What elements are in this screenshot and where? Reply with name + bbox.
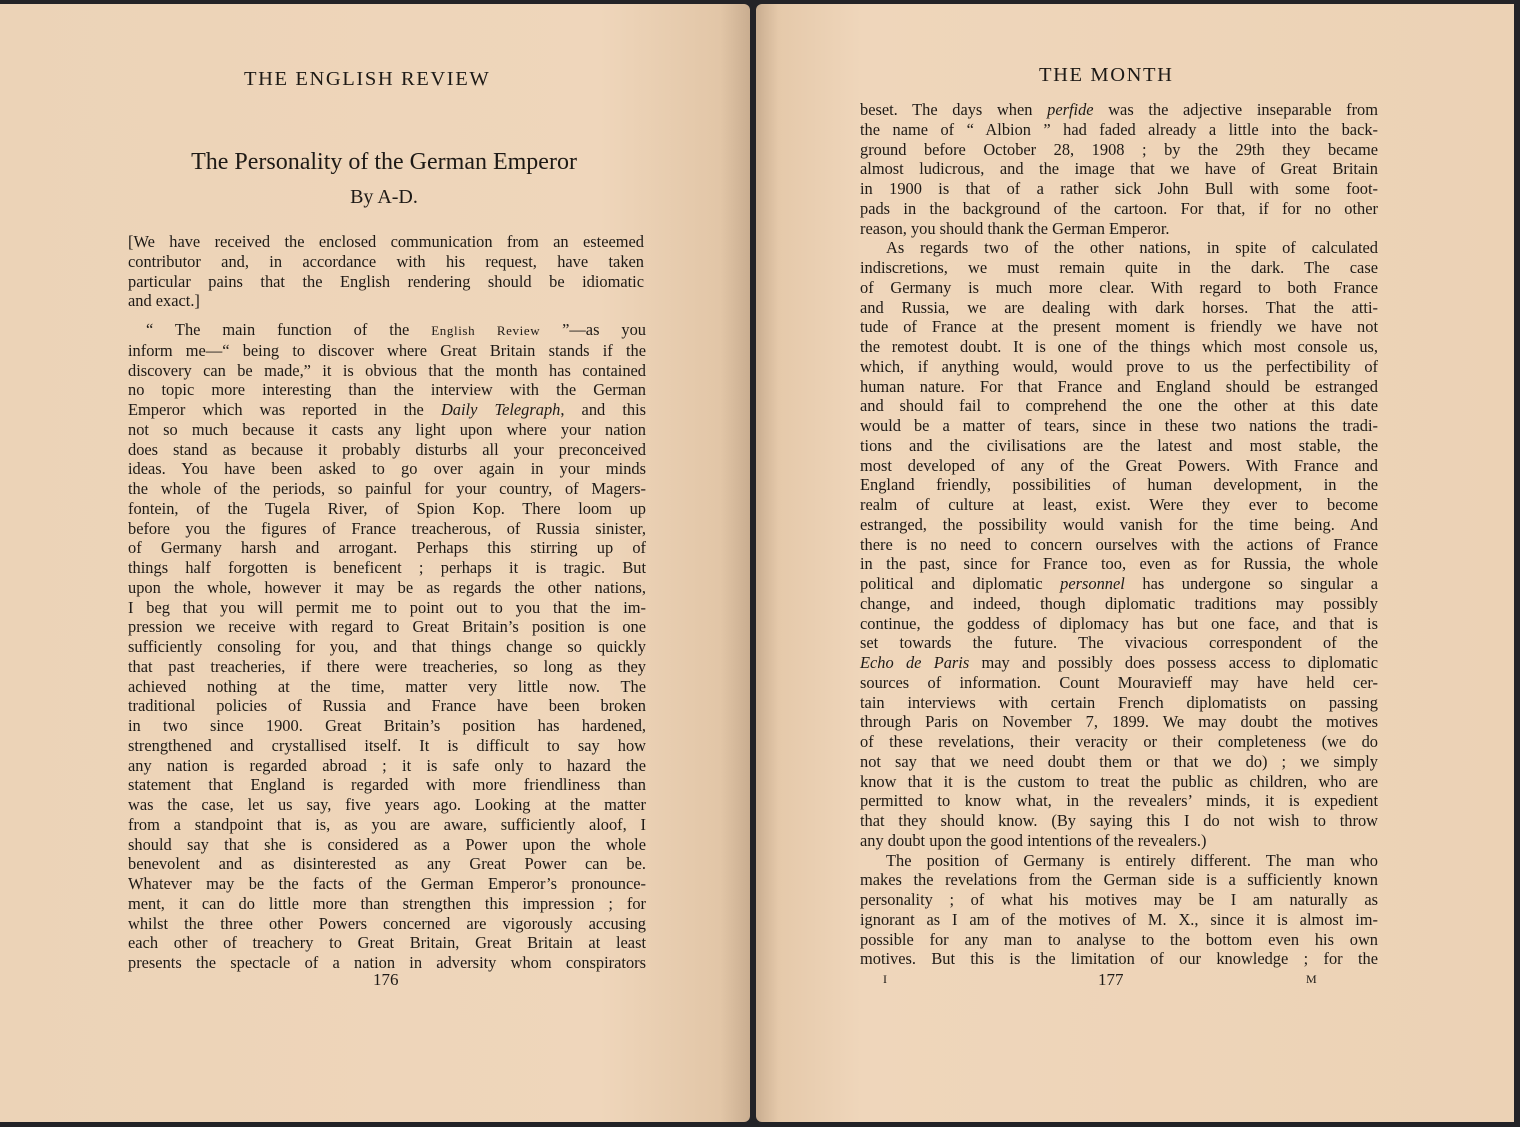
body-line: change, and indeed, though diplomatic traditions may possibly: [860, 593, 1378, 613]
body-line: human nature. For that France and England should be estranged: [860, 376, 1378, 396]
body-line: there is no need to concern ourselves with the actions of France: [860, 534, 1378, 554]
body-line: before you the figures of France treacherous, of Russia sinister,: [128, 518, 646, 538]
body-line: ideas. You have been asked to go over again in your minds: [128, 459, 646, 479]
body-line: no topic more interesting than the interview with the German: [128, 380, 646, 400]
body-line: The position of Germany is entirely different. The man who: [886, 850, 1378, 870]
text-run: , and this: [560, 400, 647, 419]
body-line: set towards the future. The vivacious correspondent of the: [860, 633, 1378, 653]
text-run: has undergone so singular a: [1124, 574, 1378, 593]
running-head: THE MONTH: [1039, 64, 1174, 86]
newspaper-name: Echo de Paris: [860, 653, 970, 672]
body-line: and should fail to comprehend the one the other at this date: [860, 396, 1378, 416]
body-line: almost ludicrous, and the image that we have of Great Britain: [860, 159, 1378, 179]
body-line: the whole of the periods, so painful for your country, of Magers-: [128, 479, 646, 498]
body-line: ignorant as I am of the motives of M. X., since it is almost im-: [860, 909, 1378, 929]
note-line: and exact.]: [128, 291, 200, 311]
text-run: ”—as you: [540, 320, 646, 339]
body-line: each other of treachery to Great Britain, Great Britain at least: [128, 933, 646, 953]
body-line: reason, you should thank the German Emperor.: [860, 218, 1170, 238]
body-line: tain interviews with certain French diplomatists on passing: [860, 692, 1378, 712]
body-line: [128, 400, 646, 420]
body-line: pads in the background of the cartoon. For that, if for no other: [860, 198, 1378, 218]
text-run: political and diplomatic: [860, 574, 1061, 593]
text-run: was the adjective inseparable from: [1093, 100, 1378, 119]
left-page: [0, 4, 750, 1122]
body-line: realm of culture at least, exist. Were they ever to become: [860, 495, 1378, 514]
review-name: English Review: [431, 323, 541, 338]
body-line: statement that England is regarded with more friendliness than: [128, 775, 646, 795]
body-line: should say that she is considered as a Power upon the whole: [128, 834, 646, 854]
body-line: permitted to know what, in the revealers’ minds, it is expedient: [860, 791, 1378, 811]
note-line: particular pains that the English rendering should be idiomatic: [128, 271, 644, 291]
body-line: strengthened and crystallised itself. It is difficult to say how: [128, 735, 646, 755]
body-line: the name of “ Albion ” had faded already a little into the back-: [860, 119, 1378, 139]
body-line: not so much because it casts any light upon where your nation: [128, 419, 646, 439]
body-line: makes the revelations from the German side is a sufficiently known: [860, 870, 1378, 890]
body-line: of Germany harsh and arrogant. Perhaps this stirring up of: [128, 538, 646, 558]
body-line: through Paris on November 7, 1899. We may doubt the motives: [860, 712, 1378, 732]
body-line: that they should know. (By saying this I do not wish to throw: [860, 811, 1378, 830]
article-body: [860, 100, 1378, 969]
body-line: know that it is the custom to treat the public as children, who are: [860, 771, 1378, 791]
body-line: [860, 100, 1378, 120]
body-line: of these revelations, their veracity or their completeness (we do: [860, 732, 1378, 751]
body-line: traditional policies of Russia and France have been broken: [128, 696, 646, 716]
body-line: sufficiently consoling for you, and that things change so quickly: [128, 637, 646, 656]
body-line: I beg that you will permit me to point out to you that the im-: [128, 597, 646, 617]
body-line: estranged, the possibility would vanish for the time being. And: [860, 514, 1378, 534]
body-line: pression we receive with regard to Great Britain’s position is one: [128, 617, 646, 637]
page-number: 177: [1098, 970, 1124, 989]
body-line: tude of France at the present moment is friendly we have not: [860, 317, 1378, 337]
article-title: The Personality of the German Emperor: [191, 149, 577, 175]
editorial-note: [128, 232, 644, 311]
body-line: the remotest doubt. It is one of the things which most console us,: [860, 337, 1378, 356]
body-line: in 1900 is that of a rather sick John Bull with some foot-: [860, 179, 1378, 198]
body-line: continue, the goddess of diplomacy has but one face, and that is: [860, 613, 1378, 633]
body-line: achieved nothing at the time, matter very little now. The: [128, 676, 646, 696]
body-line: fontein, of the Tugela River, of Spion Kop. There loom up: [128, 498, 646, 518]
article-body: [128, 320, 646, 973]
body-line: indiscretions, we must remain quite in the dark. The case: [860, 258, 1378, 277]
text-run: may and possibly does possess access to diplomatic: [969, 653, 1378, 672]
body-line: ground before October 28, 1908 ; by the 29th they became: [860, 139, 1378, 159]
body-line: would be a matter of tears, since in these two nations the tradi-: [860, 416, 1378, 435]
body-line: that past treacheries, if there were treacheries, so long as they: [128, 656, 646, 676]
body-line: any doubt upon the good intentions of the revealers.): [860, 830, 1207, 850]
body-line: [860, 653, 1378, 673]
body-line: from a standpoint that is, as you are aware, sufficiently aloof, I: [128, 814, 646, 834]
body-line: things half forgotten is beneficent ; perhaps it is tragic. But: [128, 558, 646, 577]
body-line: tions and the civilisations are the latest and most stable, the: [860, 435, 1378, 455]
body-line: sources of information. Count Mouravieff may have held cer-: [860, 672, 1378, 692]
foreign-word: personnel: [1060, 574, 1125, 593]
body-line: discovery can be made,” it is obvious that the month has contained: [128, 360, 646, 380]
newspaper-name: Daily Telegraph: [440, 400, 561, 419]
body-line: upon the whole, however it may be as regards the other nations,: [128, 577, 646, 597]
text-run: beset. The days when: [860, 100, 1048, 119]
body-line: motives. But this is the limitation of our knowledge ; for the: [860, 949, 1378, 969]
text-run: Emperor which was reported in the: [128, 400, 441, 419]
body-line: any nation is regarded abroad ; it is safe only to hazard the: [128, 755, 646, 775]
body-line: Whatever may be the facts of the German Emperor’s pronounce-: [128, 874, 646, 893]
signature-mark: M: [1306, 972, 1317, 986]
body-line: in the past, since for France too, even as for Russia, the whole: [860, 554, 1378, 574]
body-line: in two since 1900. Great Britain’s position has hardened,: [128, 716, 646, 735]
right-page: [756, 4, 1514, 1122]
note-line: contributor and, in accordance with his request, have taken: [128, 251, 644, 271]
signature-mark: I: [883, 972, 887, 986]
body-line: possible for any man to analyse to the bottom even his own: [860, 929, 1378, 949]
body-line: presents the spectacle of a nation in adversity whom conspirators: [128, 953, 646, 972]
body-line: and Russia, we are dealing with dark horses. That the atti-: [860, 297, 1378, 317]
running-head: THE ENGLISH REVIEW: [244, 68, 491, 90]
body-line: personality ; of what his motives may be I am naturally as: [860, 890, 1378, 909]
body-line: As regards two of the other nations, in spite of calculated: [886, 238, 1378, 258]
body-line: inform me—“ being to discover where Great Britain stands if the: [128, 340, 646, 360]
body-line: does stand as because it probably disturbs all your preconceived: [128, 439, 646, 459]
byline: By A-D.: [350, 186, 418, 208]
foreign-word: perfide: [1047, 100, 1094, 119]
body-line: most developed of any of the Great Powers. With France and: [860, 455, 1378, 475]
note-line: [We have received the enclosed communication from an esteemed: [128, 232, 644, 251]
body-line: whilst the three other Powers concerned are vigorously accusing: [128, 913, 646, 933]
body-line: was the case, let us say, five years ago. Looking at the matter: [128, 795, 646, 814]
body-line: which, if anything would, would prove to us the perfectibility of: [860, 356, 1378, 376]
text-run: “ The main function of the: [146, 320, 432, 339]
body-line: of Germany is much more clear. With regard to both France: [860, 277, 1378, 297]
body-line: benevolent and as disinterested as any Great Power can be.: [128, 854, 646, 874]
body-line: not say that we need doubt them or that we do) ; we simply: [860, 751, 1378, 771]
body-line: [128, 320, 646, 341]
body-line: ment, it can do little more than strengthen this impression ; for: [128, 893, 646, 913]
page-number: 176: [373, 970, 399, 989]
body-line: [860, 574, 1378, 594]
body-line: England friendly, possibilities of human development, in the: [860, 475, 1378, 495]
